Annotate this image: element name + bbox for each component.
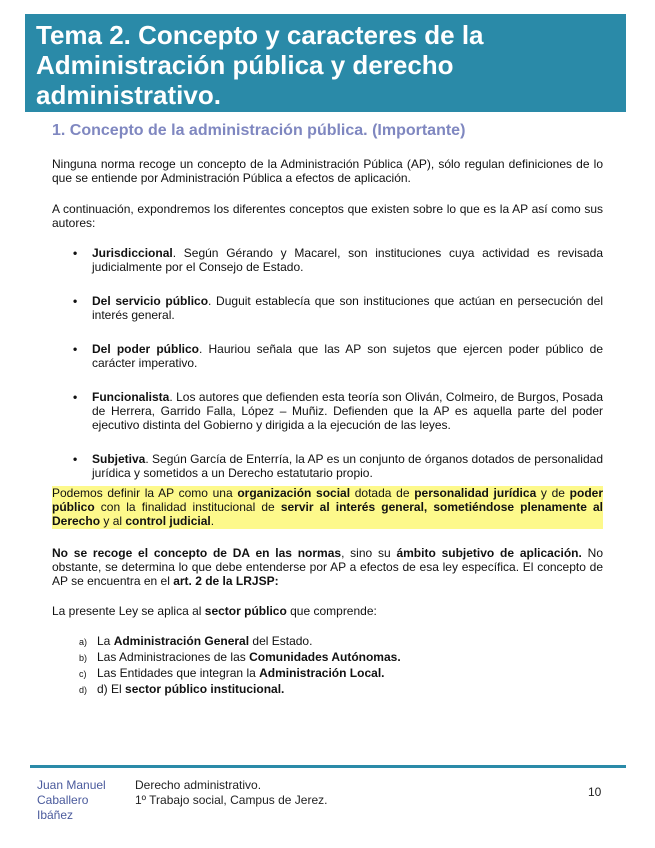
footer-course-subtitle: 1º Trabajo social, Campus de Jerez. [135,793,328,807]
text-run: que comprende: [286,604,377,618]
concept-text: . Hauriou señala que las AP son sujetos que ejercen poder público de carácter imperativo. [92,342,603,370]
concept-item [52,342,603,370]
bullet-icon: • [73,452,78,466]
bullet-icon: • [73,342,78,356]
text-run-bold: organización social [237,486,351,500]
concept-text: . Según Gérando y Macarel, son instituciones cuya actividad es revisada judicialmente por el Consejo de Estado. [92,246,603,274]
text-run-bold: sector público [204,604,287,618]
text-run: , sino su [341,546,397,560]
concept-term: Del poder público [92,342,199,356]
list-marker: c) [79,669,87,679]
concept-item [52,390,603,432]
footer-course [135,778,327,808]
sector-item [79,666,401,682]
concept-term: Funcionalista [92,390,170,404]
intro-paragraph: Ninguna norma recoge un concepto de la Administración Pública (AP), sólo regulan definiciones de lo que se entiende por Administración Pública a efectos de aplicación. [52,157,603,185]
text-run-bold: personalidad jurídica [414,486,537,500]
text-run: Las Administraciones de las [97,650,250,664]
footer-course-title: Derecho administrativo. [135,778,262,792]
text-run: No obstante, se determina lo que debe entenderse por AP a efectos de esa ley específica. El concepto de AP se encuentra en el [52,546,603,588]
concept-text: . Según García de Enterría, la AP es un conjunto de órganos dotados de personalidad jurídica y sometidos a un Derecho estatutario propio. [92,452,603,480]
page-number: 10 [588,785,602,799]
list-marker: a) [79,637,88,647]
chapter-title-banner [25,14,626,112]
text-run: del Estado. [249,634,313,648]
bullet-icon: • [73,294,78,308]
definition-highlight [52,486,603,529]
bullet-icon: • [73,246,78,260]
footer-author: Juan Manuel Caballero Ibáñez [37,778,106,822]
section-title: 1. Concepto de la administración pública. (Importante) [52,122,466,139]
authors-intro-paragraph: A continuación, expondremos los diferentes conceptos que existen sobre lo que es la AP así como sus autores: [52,202,603,230]
concept-item [52,294,603,322]
text-run-bold: No se recoge el concepto de DA en las normas [52,546,342,560]
concept-term: Del servicio público [92,294,209,308]
text-run: . [210,514,215,528]
list-marker: b) [79,653,88,663]
sector-list [79,634,401,698]
list-marker: d) [79,685,88,695]
text-run-bold: Administración General [113,634,250,648]
text-run-bold: Comunidades Autónomas. [249,650,401,664]
bullet-icon: • [73,390,78,404]
text-run: La presente Ley se aplica al [52,604,205,618]
sector-item [79,682,401,698]
concept-term: Subjetiva [92,452,146,466]
concept-item [52,452,603,480]
text-run: y al [100,514,126,528]
text-run-bold: poder público [52,486,604,514]
concept-term: Jurisdiccional [92,246,173,260]
law-paragraph [52,604,603,618]
text-run: La [97,634,114,648]
text-run-bold: Administración Local. [259,666,385,680]
text-run-bold: art. 2 de la LRJSP: [173,574,279,588]
footer-divider [30,765,626,768]
concept-item [52,246,603,274]
text-run-bold: sector público institucional. [125,682,285,696]
text-run: y de [536,486,570,500]
text-run: d) El [97,682,126,696]
chapter-title: Tema 2. Concepto y caracteres de la Administración pública y derecho administrativo. [36,20,484,110]
concept-text: . Duguit establecía que son instituciones que actúan en persecución del interés general. [92,294,603,322]
sector-item [79,650,401,666]
concepts-list [52,246,603,480]
concept-text: . Los autores que defienden esta teoría son Oliván, Colmeiro, de Burgos, Posada de Herrera, Garrido Falla, López – Muñiz. Defienden que la AP es aquella parte del poder ejecutivo distinta del Gobierno y dirigida a la ejecución de las leyes. [92,390,603,432]
da-paragraph [52,546,603,588]
text-run-bold: ámbito subjetivo de aplicación. [396,546,582,560]
text-run-bold: control judicial [125,514,211,528]
text-run-bold: servir al interés general, sometiéndose plenamente al Derecho [52,500,603,528]
text-run: dotada de [350,486,415,500]
sector-item [79,634,401,650]
text-run: Podemos definir la AP como una [52,486,238,500]
text-run: Las Entidades que integran la [97,666,260,680]
text-run: con la finalidad institucional de [94,500,281,514]
